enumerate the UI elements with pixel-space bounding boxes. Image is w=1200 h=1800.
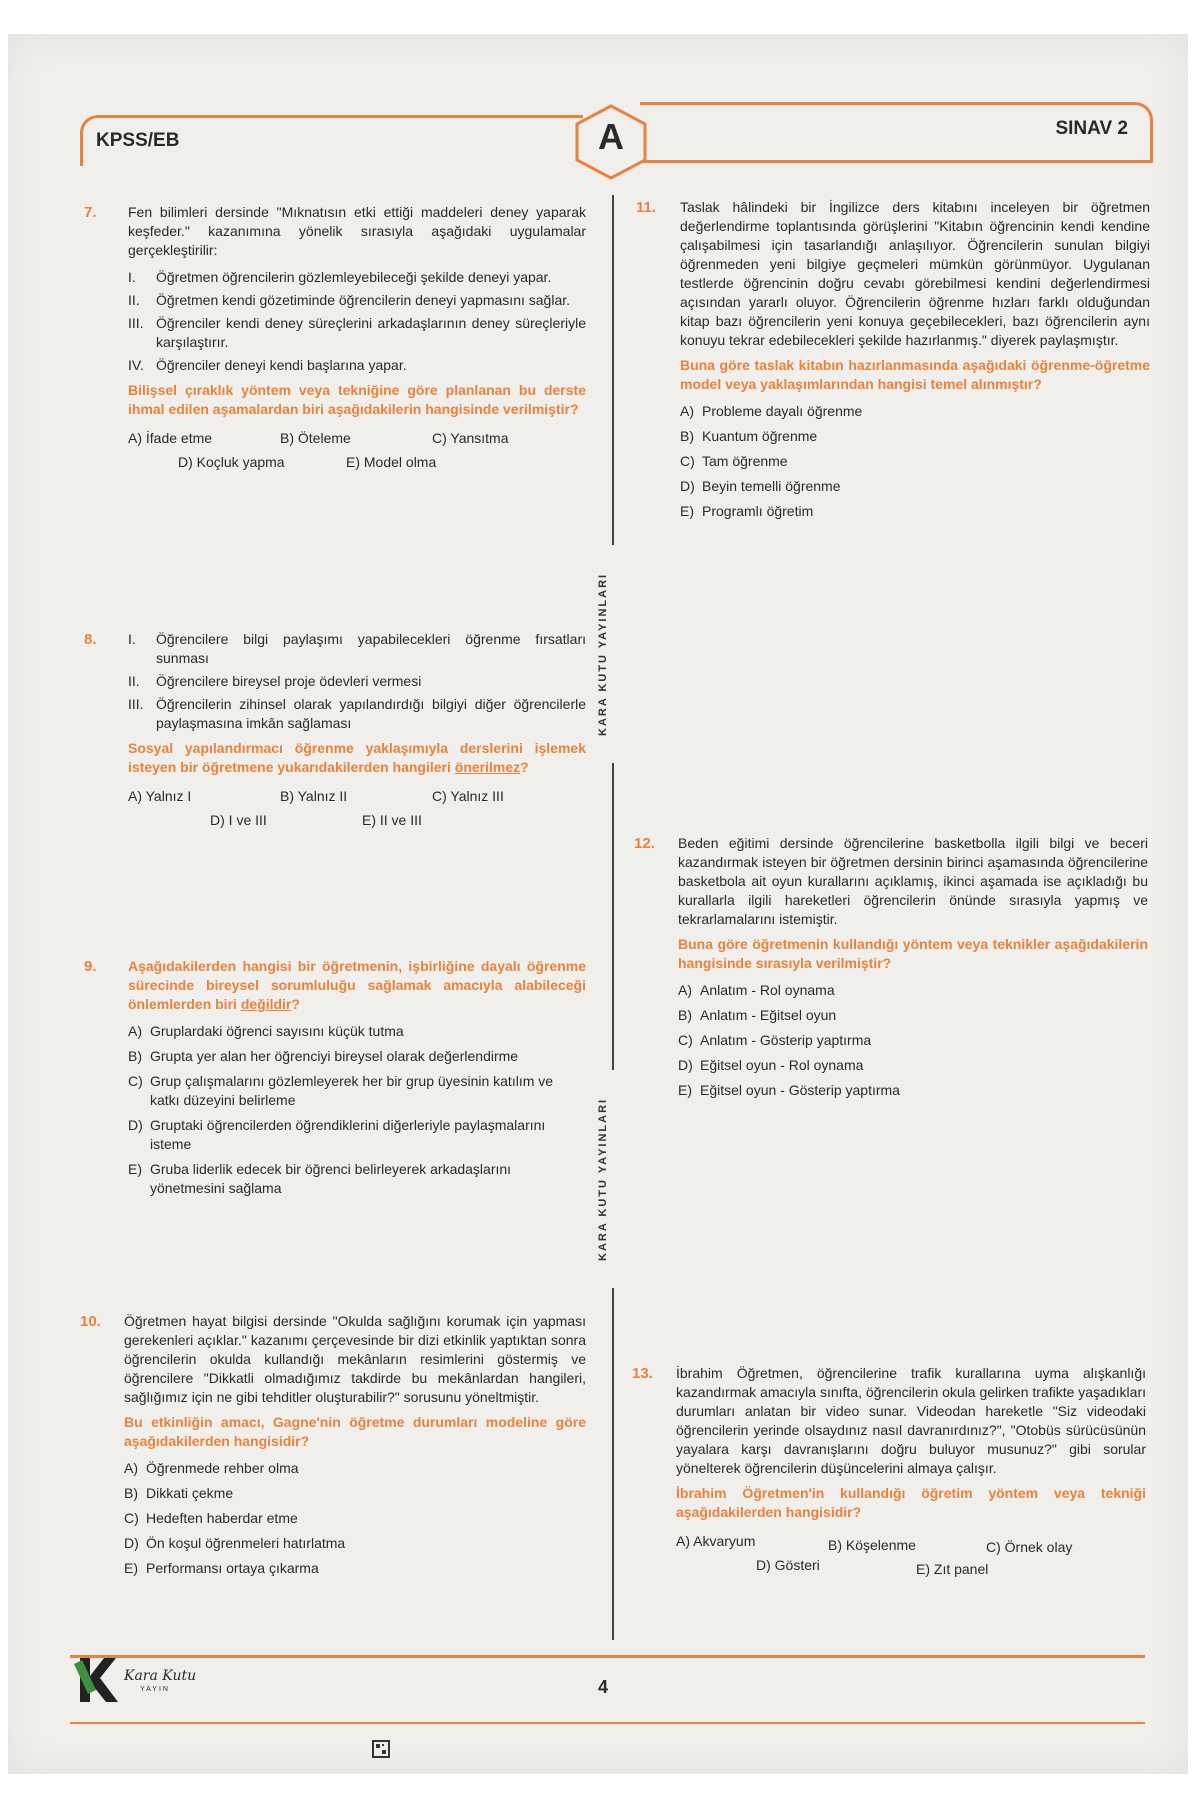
statement <box>128 356 586 375</box>
option-text: Ön koşul öğrenmeleri hatırlatma <box>146 1535 346 1551</box>
option-letter: A) <box>124 1460 138 1476</box>
statement-numeral: IV. <box>128 357 144 373</box>
answer-option-d[interactable]: D) Koçluk yapma <box>178 454 285 470</box>
question-stem: Öğretmen hayat bilgisi dersinde "Okulda sağlığını korumak için yapması gerekenleri açıklar." kazanımı çerçevesinde bir dizi etkinlik yaptıktan sonra öğrencilerin okulda kullandığı mekânların resimlerini göstermiş ve öğrencilere "Dikkatli olmadığımız takdirde bu mekânlardan hangileri, sağlığımız için ne gibi tehditler oluşturabilir?" sorusunu yöneltmiştir. <box>124 1313 586 1405</box>
prompt-emphasis: önerilmez <box>454 759 521 775</box>
kara-kutu-logo-icon <box>74 1650 122 1706</box>
statement <box>128 291 586 310</box>
statement-numeral: III. <box>128 696 144 712</box>
option-text: Anlatım - Gösterip yaptırma <box>700 1032 872 1048</box>
question-prompt <box>128 957 586 1014</box>
logo-text: Kara Kutu <box>124 1668 197 1684</box>
question-stem: İbrahim Öğretmen, öğrencilerine trafik kurallarına uyma alışkanlığı kazandırmak amacıyla sınıfta, öğrencilerin okula gelirken trafikte yaşadıkları durumları anlatan bir video sunar. Videodan hareketle "Siz videodaki öğrencilerin yerinde olsaydınız nasıl davranırdınız?", "Otobüs sürücüsünün yayalara karşı davranışlarını doğru buluyor musunuz?" gibi sorular yönelterek öğrencilerin düşüncelerini almaya çalışır. <box>676 1365 1146 1476</box>
answer-option-d[interactable] <box>128 1116 586 1154</box>
option-letter: B) <box>678 1007 692 1023</box>
publisher-side-text: KARA KUTU YAYINLARI <box>597 545 627 763</box>
answer-option-c[interactable] <box>124 1509 586 1528</box>
prompt-text: Sosyal yapılandırmacı öğrenme yaklaşımıyla derslerini işlemek isteyen bir öğretmene yukarıdakilerden hangileri <box>128 740 586 775</box>
question-number: 8. <box>84 631 97 648</box>
option-letter: D) <box>128 1117 143 1133</box>
statement-text: Öğretmen öğrencilerin gözlemleyebileceği şekilde deneyi yapar. <box>156 269 552 285</box>
statement-list <box>128 630 586 733</box>
answer-option-b[interactable]: B) Yalnız II <box>280 788 348 804</box>
answer-option-b[interactable] <box>128 1047 586 1066</box>
exam-number: SINAV 2 <box>1055 118 1128 139</box>
option-text: Gruptaki öğrencilerden öğrendiklerini diğerleriyle paylaşmalarını isteme <box>150 1117 546 1152</box>
answer-option-e[interactable]: E) II ve III <box>362 812 422 828</box>
option-letter: E) <box>124 1560 138 1576</box>
option-text: Gruba liderlik edecek bir öğrenci belirleyerek arkadaşlarını yönetmesini sağlama <box>150 1161 512 1196</box>
statement-text: Öğrenciler kendi deney süreçlerini arkadaşlarının deney süreçleriyle karşılaştırır. <box>156 315 586 350</box>
option-letter: B) <box>124 1485 138 1501</box>
prompt-text: Aşağıdakilerden hangisi bir öğretmenin, işbirliğine dayalı öğrenme sürecinde bireysel sorumluluğu sağlamak amacıyla alabileceği önlemlerden biri <box>128 958 586 1012</box>
statement <box>128 268 586 287</box>
option-letter: E) <box>680 503 694 519</box>
question-prompt <box>128 739 586 777</box>
option-letter: E) <box>678 1082 692 1098</box>
question-prompt: İbrahim Öğretmen'in kullandığı öğretim yöntem veya tekniği aşağıdakilerden hangisidir? <box>676 1485 1146 1520</box>
answer-option-c[interactable] <box>680 452 1150 471</box>
question-prompt: Buna göre taslak kitabın hazırlanmasında aşağıdaki öğrenme-öğretme model veya yaklaşımlarından hangisi temel alınmıştır? <box>680 357 1150 392</box>
question-prompt: Bilişsel çıraklık yöntem veya tekniğine göre planlanan bu derste ihmal edilen aşamalardan biri aşağıdakilerin hangisinde verilmiştir? <box>128 382 586 417</box>
option-text: Anlatım - Eğitsel oyun <box>700 1007 837 1023</box>
column-divider <box>612 195 614 1640</box>
statement-text: Öğrencilere bireysel proje ödevleri vermesi <box>156 673 422 689</box>
question-number: 13. <box>632 1365 653 1382</box>
question-stem: Fen bilimleri dersinde "Mıknatısın etki ettiği maddeleri deney yaparak keşfeder." kazanımına yönelik sırasıyla aşağıdaki uygulamalar gerçekleştirilir: <box>128 204 586 258</box>
footer-rule <box>70 1655 1145 1658</box>
answer-option-e[interactable] <box>678 1081 1148 1100</box>
answer-options <box>676 1532 1146 1578</box>
answer-option-b[interactable] <box>680 427 1150 446</box>
statement-numeral: I. <box>128 269 136 285</box>
answer-option-a[interactable]: A) İfade etme <box>128 430 213 446</box>
prompt-end: ? <box>520 759 529 775</box>
option-letter: E) <box>128 1161 142 1177</box>
statement <box>128 695 586 733</box>
option-letter: A) <box>678 982 692 998</box>
answer-option-e[interactable]: E) Model olma <box>346 454 437 470</box>
answer-option-a[interactable] <box>128 1022 586 1041</box>
answer-option-d[interactable]: D) I ve III <box>210 812 267 828</box>
option-letter: C) <box>678 1032 693 1048</box>
option-letter: B) <box>128 1048 142 1064</box>
answer-option-c[interactable]: C) Örnek olay <box>986 1539 1073 1555</box>
question-stem: Taslak hâlindeki bir İngilizce ders kitabını inceleyen bir öğretmen değerlendirme toplantısında görüşlerini "Kitabın öğrencinin kendi kendine çalışabilmesi için tasarlandığı anlaşılıyor. Öğrencilerin sunulan bilgiyi öğrenmeden yeni bilgiye geçmeleri mümkün görünmüyor. Uygulanan testlerde öğrencinin doğru cevabı görebilmesi kendini değerlendirmesi açısından yararlı oluyor. Öğrencilerin öğrenme hızları farklı olduğundan kitap bazı öğrencilerin yeni konuya geçebilecekleri, bazı öğrencilerin aynı konuyu tekrar edebilecekleri şekilde hazırlanmış." diyerek paylaşmıştır. <box>680 199 1150 348</box>
option-text: Beyin temelli öğrenme <box>702 478 841 494</box>
answer-option-c[interactable] <box>128 1072 586 1110</box>
answer-option-d[interactable] <box>680 477 1150 496</box>
exam-code: KPSS/EB <box>96 130 180 151</box>
answer-option-a[interactable]: A) Akvaryum <box>676 1533 756 1549</box>
option-letter: D) <box>678 1057 693 1073</box>
option-letter: C) <box>680 453 695 469</box>
statement-text: Öğrenciler deneyi kendi başlarına yapar. <box>156 357 407 373</box>
question-10 <box>80 1312 586 1584</box>
statement-numeral: I. <box>128 631 136 647</box>
answer-options <box>124 1459 586 1578</box>
answer-option-e[interactable] <box>128 1160 586 1198</box>
statement-text: Öğretmen kendi gözetiminde öğrencilerin deneyi yapmasını sağlar. <box>156 292 571 308</box>
option-letter: C) <box>128 1073 143 1089</box>
answer-options <box>128 787 586 833</box>
footer-rule <box>70 1722 1145 1724</box>
answer-option-b[interactable]: B) Öteleme <box>280 430 351 446</box>
question-number: 11. <box>636 199 657 216</box>
answer-option-d[interactable]: D) Gösteri <box>756 1557 820 1573</box>
option-text: Programlı öğretim <box>702 503 814 519</box>
question-number: 7. <box>84 204 97 221</box>
prompt-emphasis: değildir <box>240 996 292 1012</box>
option-text: Probleme dayalı öğrenme <box>702 403 863 419</box>
prompt-end: ? <box>291 996 300 1012</box>
statement-text: Öğrencilere bilgi paylaşımı yapabilecekleri öğrenme fırsatları sunması <box>156 631 586 666</box>
answer-option-a[interactable]: A) Yalnız I <box>128 788 192 804</box>
answer-option-e[interactable]: E) Zıt panel <box>916 1561 989 1577</box>
option-letter: A) <box>680 403 694 419</box>
booklet-letter: A <box>598 116 624 157</box>
option-letter: D) <box>124 1535 139 1551</box>
answer-option-e[interactable] <box>124 1559 586 1578</box>
statement-numeral: III. <box>128 315 144 331</box>
option-text: Grup çalışmalarını gözlemleyerek her bir grup üyesinin katılım ve katkı düzeyini belirleme <box>150 1073 554 1108</box>
question-number: 10. <box>80 1313 101 1330</box>
question-prompt: Bu etkinliğin amacı, Gagne'nin öğretme durumları modeline göre aşağıdakilerden hangisidir? <box>124 1414 586 1449</box>
answer-option-d[interactable] <box>678 1056 1148 1075</box>
answer-option-a[interactable] <box>124 1459 586 1478</box>
question-9 <box>84 957 586 1204</box>
answer-option-a[interactable] <box>680 402 1150 421</box>
answer-option-a[interactable] <box>678 981 1148 1000</box>
question-8 <box>84 630 586 833</box>
answer-options <box>678 981 1148 1100</box>
answer-option-d[interactable] <box>124 1534 586 1553</box>
option-letter: B) <box>680 428 694 444</box>
option-text: Kuantum öğrenme <box>702 428 818 444</box>
answer-option-c[interactable]: C) Yansıtma <box>432 430 509 446</box>
statement-numeral: II. <box>128 673 140 689</box>
option-text: Gruplardaki öğrenci sayısını küçük tutma <box>150 1023 404 1039</box>
answer-options <box>128 429 586 475</box>
answer-option-b[interactable] <box>124 1484 586 1503</box>
answer-option-e[interactable] <box>680 502 1150 521</box>
question-prompt: Buna göre öğretmenin kullandığı yöntem veya teknikler aşağıdakilerin hangisinde sırasıyla verilmiştir? <box>678 936 1148 971</box>
statement-list <box>128 268 586 375</box>
option-text: Grupta yer alan her öğrenciyi bireysel olarak değerlendirme <box>150 1048 519 1064</box>
option-text: Eğitsel oyun - Rol oynama <box>700 1057 864 1073</box>
statement <box>128 630 586 668</box>
logo-subtext: YAYIN <box>140 1686 170 1693</box>
question-7 <box>84 203 586 475</box>
option-text: Öğrenmede rehber olma <box>146 1460 299 1476</box>
option-text: Performansı ortaya çıkarma <box>146 1560 319 1576</box>
option-letter: A) <box>128 1023 142 1039</box>
question-number: 12. <box>634 835 655 852</box>
option-text: Tam öğrenme <box>702 453 788 469</box>
statement-text: Öğrencilerin zihinsel olarak yapılandırdığı bilgiyi diğer öğrencilerle paylaşmasına imkân sağlaması <box>156 696 586 731</box>
option-letter: D) <box>680 478 695 494</box>
statement <box>128 314 586 352</box>
publisher-side-text: KARA KUTU YAYINLARI <box>597 1070 627 1288</box>
answer-options <box>680 402 1150 521</box>
statement-numeral: II. <box>128 292 140 308</box>
option-text: Anlatım - Rol oynama <box>700 982 835 998</box>
question-stem: Beden eğitimi dersinde öğrencilerine basketbolla ilgili bilgi ve beceri kazandırmak isteyen bir öğretmen dersinin birinci aşamasında öğrencilerine basketbola ait oyun kurallarını açıklamış, ikinci aşamada ise açıkladığı bu kurallarla ilgili hareketleri öğrencilerin önünde sırasıyla yapmış ve tekrarlamalarını istemiştir. <box>678 835 1148 927</box>
option-text: Hedeften haberdar etme <box>146 1510 298 1526</box>
question-number: 9. <box>84 958 97 975</box>
question-11 <box>636 198 1150 527</box>
answer-option-b[interactable]: B) Köşelenme <box>828 1537 916 1553</box>
answer-option-b[interactable] <box>678 1006 1148 1025</box>
option-text: Eğitsel oyun - Gösterip yaptırma <box>700 1082 900 1098</box>
answer-option-c[interactable]: C) Yalnız III <box>432 788 504 804</box>
publisher-logo <box>74 1650 204 1710</box>
page-number: 4 <box>598 1677 609 1697</box>
answer-options <box>128 1022 586 1198</box>
option-letter: C) <box>124 1510 139 1526</box>
question-12 <box>634 834 1148 1106</box>
question-13 <box>632 1364 1146 1578</box>
answer-option-c[interactable] <box>678 1031 1148 1050</box>
statement <box>128 672 586 691</box>
option-text: Dikkati çekme <box>146 1485 234 1501</box>
qr-code-icon <box>372 1740 390 1758</box>
